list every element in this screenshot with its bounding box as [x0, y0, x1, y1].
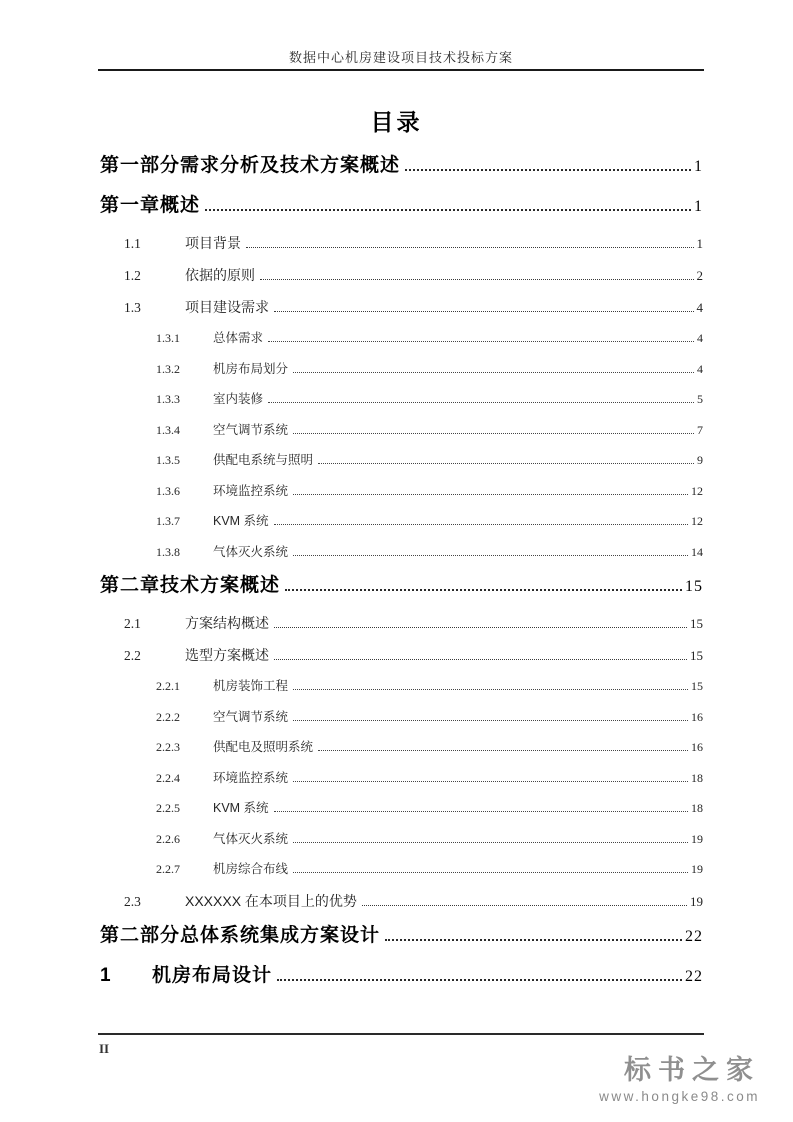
toc-entry-page: 7: [697, 422, 703, 437]
toc-leader-dots: [268, 402, 694, 403]
toc-title: 目录: [370, 109, 423, 135]
toc-leader-dots: [285, 589, 682, 591]
toc-entry-page: 1: [696, 236, 703, 251]
toc-entry-page: 1: [694, 198, 703, 215]
toc-leader-dots: [274, 627, 687, 628]
toc-entry-page: 16: [691, 740, 703, 754]
toc-entry-1-3-4[interactable]: [100, 421, 703, 440]
toc-leader-dots: [277, 979, 682, 981]
toc-leader-dots: [318, 463, 694, 464]
toc-entry-label: 机房布局设计: [152, 964, 273, 986]
toc-entry-label: 方案结构概述: [185, 615, 269, 631]
toc-entry-number: 2.3: [124, 893, 141, 909]
toc-leader-dots: [268, 341, 694, 342]
toc-entry-number: 2.2.3: [156, 740, 180, 754]
toc-leader-dots: [293, 720, 688, 721]
toc-entry-label: 供配电系统与照明: [213, 453, 314, 467]
footer-divider: [98, 1033, 704, 1035]
toc-entry-2-2-3[interactable]: [100, 738, 703, 757]
toc-entry-page: 12: [691, 514, 703, 528]
toc-entry-page: 9: [697, 453, 703, 467]
toc-entry-label: 第一部分需求分析及技术方案概述: [100, 155, 401, 176]
toc-entry-page: 15: [690, 648, 703, 663]
toc-entry-page: 15: [685, 578, 703, 595]
table-of-contents: [100, 153, 703, 1003]
toc-entry-page: 1: [694, 158, 703, 175]
toc-entry-label: 机房综合布线: [213, 862, 289, 876]
toc-entry-number: 2.1: [124, 616, 141, 631]
toc-leader-dots: [260, 279, 694, 280]
toc-entry-number: 2.2.6: [156, 831, 180, 846]
toc-leader-dots: [293, 433, 694, 434]
toc-entry-label: 供配电及照明系统: [213, 740, 314, 754]
toc-entry-2-2-5[interactable]: [100, 799, 703, 818]
toc-entry-label: 依据的原则: [185, 267, 255, 283]
toc-entry-number: 1.3.1: [156, 331, 180, 345]
toc-entry-number: 1.1: [124, 236, 141, 251]
toc-entry-page: 22: [685, 967, 703, 985]
toc-entry-label: XXXXXX 在本项目上的优势: [185, 892, 357, 909]
toc-entry-chapter-2[interactable]: [100, 573, 703, 600]
toc-entry-page: 19: [690, 893, 703, 909]
toc-leader-dots: [385, 939, 682, 941]
toc-entry-label: 项目背景: [185, 235, 241, 251]
toc-entry-number: 1.3.4: [156, 422, 180, 437]
toc-entry-label: 第二章技术方案概述: [100, 575, 281, 596]
toc-entry-label: 环境监控系统: [213, 483, 289, 498]
toc-entry-section-1[interactable]: [100, 963, 703, 990]
toc-entry-label: KVM 系统: [213, 514, 269, 528]
toc-leader-dots: [362, 905, 687, 906]
toc-entry-page: 18: [691, 801, 703, 815]
toc-leader-dots: [274, 311, 694, 312]
toc-entry-label: 室内装修: [213, 392, 264, 406]
toc-entry-page: 5: [697, 392, 703, 406]
toc-leader-dots: [405, 169, 691, 171]
toc-entry-page: 15: [691, 679, 703, 693]
toc-entry-1-3-8[interactable]: [100, 543, 703, 562]
toc-leader-dots: [293, 842, 688, 843]
toc-leader-dots: [293, 689, 688, 690]
toc-entry-2-2-4[interactable]: [100, 769, 703, 788]
toc-entry-number: 2.2.1: [156, 679, 180, 693]
toc-entry-label: 空气调节系统: [213, 709, 289, 724]
toc-entry-label: 机房装饰工程: [213, 679, 289, 693]
toc-entry-number: 1.2: [124, 268, 141, 283]
toc-leader-dots: [205, 209, 691, 211]
watermark: [599, 1053, 760, 1104]
toc-leader-dots: [246, 247, 694, 248]
toc-entry-1-3-7[interactable]: [100, 512, 703, 531]
toc-entry-2-1[interactable]: [100, 613, 703, 634]
toc-entry-2-2-6[interactable]: [100, 830, 703, 849]
toc-entry-number: 2.2: [124, 648, 141, 663]
toc-entry-number: 2.2.4: [156, 770, 180, 785]
toc-entry-number: 2.2.2: [156, 709, 180, 724]
toc-entry-1-2[interactable]: [100, 265, 703, 286]
toc-entry-page: 14: [691, 544, 703, 559]
toc-entry-label: 气体灭火系统: [213, 544, 289, 559]
toc-entry-number: 1.3.8: [156, 544, 180, 559]
toc-entry-1-1[interactable]: [100, 233, 703, 254]
toc-leader-dots: [293, 494, 688, 495]
toc-entry-label: KVM 系统: [213, 801, 269, 815]
toc-entry-1-3-6[interactable]: [100, 482, 703, 501]
running-header-title: 数据中心机房建设项目技术投标方案: [288, 50, 513, 65]
toc-leader-dots: [293, 781, 688, 782]
toc-entry-page: 4: [697, 361, 703, 376]
header-divider: [98, 69, 704, 71]
toc-entry-1-3-1[interactable]: [100, 329, 703, 348]
toc-entry-label: 空气调节系统: [213, 422, 289, 437]
toc-entry-page: 4: [697, 331, 703, 345]
toc-leader-dots: [274, 524, 688, 525]
watermark-logo-text: 标书之家: [624, 1055, 760, 1085]
footer-page-number: II: [99, 1041, 110, 1056]
toc-entry-number: 1.3.5: [156, 453, 180, 467]
toc-entry-chapter-1[interactable]: [100, 193, 703, 220]
toc-leader-dots: [293, 872, 688, 873]
toc-entry-label: 气体灭火系统: [213, 831, 289, 846]
toc-entry-number: 1.3.3: [156, 392, 180, 406]
toc-entry-page: 12: [691, 483, 703, 498]
toc-entry-1-3-5[interactable]: [100, 451, 703, 470]
toc-entry-label: 机房布局划分: [213, 361, 289, 376]
toc-entry-label: 第一章概述: [100, 195, 201, 216]
toc-entry-number: 1.3.7: [156, 514, 180, 528]
toc-entry-1-3-3[interactable]: [100, 390, 703, 409]
toc-entry-label: 项目建设需求: [185, 299, 269, 315]
toc-entry-page: 4: [696, 300, 703, 315]
toc-leader-dots: [274, 659, 687, 660]
toc-entry-label: 第二部分总体系统集成方案设计: [100, 924, 381, 946]
toc-entry-label: 选型方案概述: [185, 647, 269, 663]
toc-entry-2-2-7[interactable]: [100, 860, 703, 879]
toc-entry-number: 1.3.6: [156, 483, 180, 498]
toc-entry-part-1[interactable]: [100, 153, 703, 180]
toc-entry-1-3-2[interactable]: [100, 360, 703, 379]
toc-entry-label: 环境监控系统: [213, 770, 289, 785]
toc-entry-label: 总体需求: [213, 331, 264, 345]
toc-entry-page: 18: [691, 770, 703, 785]
toc-entry-2-2-2[interactable]: [100, 708, 703, 727]
toc-entry-2-3[interactable]: [100, 891, 703, 912]
toc-entry-2-2[interactable]: [100, 645, 703, 666]
toc-leader-dots: [318, 750, 688, 751]
toc-entry-page: 16: [691, 709, 703, 724]
toc-entry-2-2-1[interactable]: [100, 677, 703, 696]
toc-entry-number: 2.2.7: [156, 862, 180, 876]
toc-entry-number: 1: [100, 964, 112, 986]
toc-entry-page: 19: [691, 831, 703, 846]
toc-entry-part-2[interactable]: [100, 923, 703, 950]
toc-leader-dots: [293, 372, 694, 373]
toc-leader-dots: [274, 811, 688, 812]
toc-entry-page: 15: [690, 616, 703, 631]
toc-entry-page: 2: [696, 268, 703, 283]
toc-entry-page: 19: [691, 862, 703, 876]
toc-entry-number: 2.2.5: [156, 801, 180, 815]
watermark-url: www.hongke98.com: [599, 1089, 760, 1104]
toc-entry-page: 22: [685, 927, 703, 945]
toc-entry-number: 1.3: [124, 300, 141, 315]
toc-leader-dots: [293, 555, 688, 556]
toc-entry-number: 1.3.2: [156, 361, 180, 376]
toc-entry-1-3[interactable]: [100, 297, 703, 318]
